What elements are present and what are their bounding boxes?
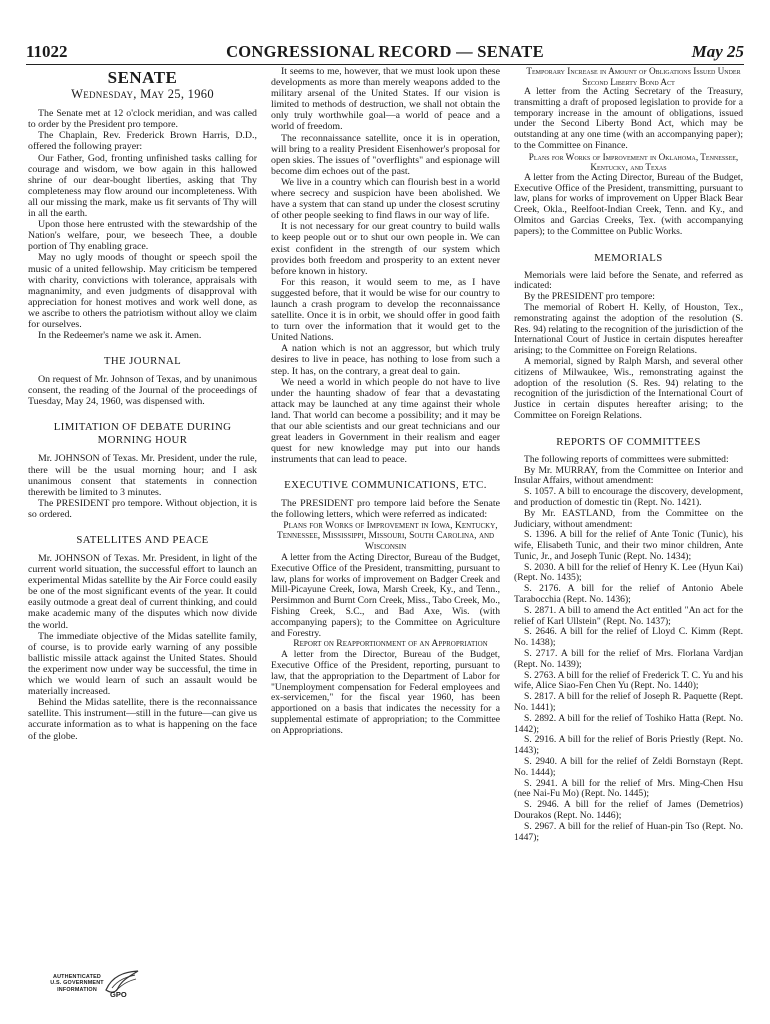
authenticated-text: AUTHENTICATED U.S. GOVERNMENT INFORMATION — [50, 974, 104, 993]
subheading: Temporary Increase in Amount of Obligations Issued Under Second Liberty Bond Act — [526, 66, 741, 87]
paragraph: S. 2817. A bill for the relief of Joseph R. Paquette (Rept. No. 1441); — [514, 691, 743, 714]
section-heading-journal: THE JOURNAL — [103, 355, 182, 368]
column-3 — [514, 66, 743, 843]
section-heading-limitation: LIMITATION OF DEBATE DURING MORNING HOUR — [53, 421, 232, 447]
gpo-label: GPO — [110, 990, 127, 999]
paragraph: The PRESIDENT pro tempore laid before the Senate the following letters, which were referred as indicated: — [271, 498, 500, 521]
paragraph: S. 2967. A bill for the relief of Huan-pin Tso (Rept. No. 1447); — [514, 820, 743, 843]
senate-heading: SENATE — [107, 68, 178, 87]
paragraph: S. 2946. A bill for the relief of James (Demetrios) Dourakos (Rept. No. 1446); — [514, 799, 743, 822]
column-2 — [271, 66, 500, 737]
paragraph: S. 2176. A bill for the relief of Antonio Abele Tarabocchia (Rept. No. 1436); — [514, 583, 743, 606]
paragraph: A letter from the Acting Director, Bureau of the Budget, Executive Office of the President, transmitting, pursuant to law, plans for works of improvement on Badger Creek and Mill-Picayune Creek, Iowa, Marsh Creek, Ky., and Tenn., Persimmon and Burnt Corn Creek, Miss., Tabo Creek, Mo., Fishing Creek, S.C., and Bad Axe, Wis. (with accompanying papers); to the Committee on Agriculture and Forestry. — [271, 551, 500, 639]
publication-title: CONGRESSIONAL RECORD — SENATE — [226, 42, 544, 61]
paragraph: S. 1057. A bill to encourage the discovery, development, and production of domestic tin (Rept. No. 1421). — [514, 486, 743, 508]
paragraph: Mr. JOHNSON of Texas. Mr. President, in light of the current world situation, the successful effort to launch an experimental Midas satellite by the Air Force could easily be one of the most significant events of the year. It could easily outmode a great deal of current thinking, and could make academic many of the disputes which now divide the world. — [28, 553, 257, 631]
page-header — [26, 42, 744, 64]
section-heading-executive: EXECUTIVE COMMUNICATIONS, ETC. — [284, 479, 487, 492]
paragraph: The reconnaissance satellite, once it is in operation, will bring to a reality President Eisenhower's proposal for open skies. The issues of "overflights" and espionage will become dim echoes out of the past. — [271, 132, 500, 177]
paragraph: A letter from the Acting Director, Bureau of the Budget, Executive Office of the President, transmitting, pursuant to law, plans for works of improvement on Upper Black Bear Creek, Okla., Reelfoot-Indian Creek, Tenn. and Ky., and Olmitos and Garcias Creeks, Tex. (with accompanying papers); to the Committee on Public Works. — [514, 171, 743, 237]
paragraph: By the PRESIDENT pro tempore: — [524, 291, 655, 303]
page-number: 11022 — [26, 42, 68, 61]
paragraph: S. 2030. A bill for the relief of Henry K. Lee (Hyun Kai) (Rept. No. 1435); — [514, 561, 743, 584]
paragraph: A nation which is not an aggressor, but which truly desires to live in peace, has nothing to lose from such a step. It has, on the contrary, a great deal to gain. — [271, 343, 500, 377]
paragraph: S. 2916. A bill for the relief of Boris Priestly (Rept. No. 1443); — [514, 734, 743, 757]
paragraph: Memorials were laid before the Senate, and referred as indicated: — [514, 269, 743, 292]
paragraph: We need a world in which people do not have to live under the haunting shadow of fear that a devastating attack may be launched at any time against their whole land. That world can become a possibility; and it may be that our able scientists and our great technicians and our great leaders in Government in their realism and eager quest for new knowledge may put into our hands instruments that can lead to peace. — [271, 376, 500, 466]
paragraph: A memorial, signed by Ralph Marsh, and several other citizens of Milwaukee, Wis., remonstrating against the adoption of the resolution (S. Res. 94) relating to the recognition of the jurisdiction of the International Court of Justice in certain disputes hereafter arising; to the Committee on Foreign Relations. — [514, 355, 743, 421]
paragraph: S. 2763. A bill for the relief of Frederick T. C. Yu and his wife, Alice Siao-Fen Chen Yu (Rept. No. 1440); — [514, 669, 743, 692]
paragraph: Mr. JOHNSON of Texas. Mr. President, under the rule, there will be the usual morning hour; and I ask unanimous consent that statements in connection therewith be limited to 3 minutes. — [28, 453, 257, 498]
paragraph: The following reports of committees were submitted: — [524, 453, 729, 465]
subheading: Plans for Works of Improvement in Iowa, Kentucky, Tennessee, Mississippi, Missouri, South Carolina, and Wisconsin — [276, 519, 498, 553]
paragraph: S. 1396. A bill for the relief of Ante Tonic (Tunic), his wife, Elisabeth Tunic, and their two minor children, Ante Tunic, Jr., and Joseph Tunic (Rept. No. 1434); — [514, 529, 743, 562]
section-heading-memorials: MEMORIALS — [594, 251, 663, 264]
section-heading-satellites: SATELLITES AND PEACE — [76, 534, 209, 546]
column-1 — [28, 66, 257, 742]
paragraph: The memorial of Robert H. Kelly, of Houston, Tex., remonstrating against the adoption of the resolution (S. Res. 94) relating to the recognition of the jurisdiction of the International Court of Justice in certain disputes hereafter arising; to the Committee on Foreign Relations. — [514, 301, 743, 357]
paragraph: Upon those here entrusted with the stewardship of the Nation's welfare, pour, we beseech Thee, a double portion of Thy enabling grace. — [28, 219, 257, 253]
paragraph: We live in a country which can flourish best in a world where secrecy and suspicion have been abolished. We have a system that can stand up under the closest scrutiny of other people seeking to find flaws in our way of life. — [271, 176, 500, 222]
paragraph: S. 2646. A bill for the relief of Lloyd C. Kimm (Rept. No. 1438); — [514, 626, 743, 649]
page-date: May 25 — [691, 42, 744, 61]
paragraph: S. 2892. A bill for the relief of Toshiko Hatta (Rept. No. 1442); — [514, 712, 743, 735]
paragraph: S. 2717. A bill for the relief of Mrs. Florlana Vardjan (Rept. No. 1439); — [514, 648, 743, 670]
paragraph: The immediate objective of the Midas satellite family, of course, is to provide early warning of any possible ballistic missile attack against the United States. Should the experiment now under way be successful, the time in which we would learn of such an assault would be materially increased. — [28, 630, 257, 698]
subheading: Plans for Works of Improvement in Oklahoma, Tennessee, Kentucky, and Texas — [528, 151, 739, 173]
paragraph: On request of Mr. Johnson of Texas, and by unanimous consent, the reading of the Journal of the proceedings of Tuesday, May 24, 1960, was dispensed with. — [28, 374, 257, 408]
paragraph: May no ugly moods of thought or speech spoil the music of a united fellowship. May criticism be tempered with charity, convictions with tolerance, appraisals with magnanimity, and even judgments of disapproval with appreciation for honest motives and work well done, as we ascribe to others the patriotism without alloy we claim for ourselves. — [28, 252, 257, 330]
dateline: Wednesday, May 25, 1960 — [71, 87, 214, 102]
paragraph: A letter from the Acting Secretary of the Treasury, transmitting a draft of proposed legislation to provide for a temporary increase in the amount of obligations, issued under the Second Liberty Bond Act, which may be outstanding at any one time (with an accompanying paper); to the Committee on Finance. — [514, 86, 743, 151]
paragraph: A letter from the Director, Bureau of the Budget, Executive Office of the President, reporting, pursuant to law, that the appropriation to the Department of Labor for "Unemployment compensation for Federal employees and ex-servicemen," for the fiscal year 1960, has been apportioned on a basis that indicates the necessity for a supplemental estimate of appropriation; to the Committee on Appropriations. — [271, 649, 500, 736]
paragraph: S. 2941. A bill for the relief of Mrs. Ming-Chen Hsu (nee Nai-Fu Mo) (Rept. No. 1445); — [514, 777, 743, 800]
paragraph: The PRESIDENT pro tempore. Without objection, it is so ordered. — [28, 497, 257, 520]
paragraph: The Senate met at 12 o'clock meridian, and was called to order by the President pro tempore. — [28, 108, 257, 131]
paragraph: The Chaplain, Rev. Frederick Brown Harris, D.D., offered the following prayer: — [28, 130, 257, 153]
paragraph: In the Redeemer's name we ask it. Amen. — [38, 330, 202, 342]
paragraph: Behind the Midas satellite, there is the reconnaissance satellite. This instrument—still in the future—can give us accurate information as to what is happening on the face of the globe. — [28, 697, 257, 742]
paragraph: By Mr. MURRAY, from the Committee on Interior and Insular Affairs, without amendment: — [514, 464, 743, 487]
paragraph: It seems to me, however, that we must look upon these developments as more than merely weapons added to the military arsenal of the United States. If our vision is limited to methods of destruction, we shall not obtain the only truly worthwhile goal—a world of peace and a world of freedom. — [271, 66, 500, 133]
gpo-authentication-logo — [48, 968, 148, 1014]
paragraph: S. 2871. A bill to amend the Act entitled "An act for the relief of Karl Ullstein" (Rept. No. 1437); — [514, 604, 743, 627]
paragraph: By Mr. EASTLAND, from the Committee on the Judiciary, without amendment: — [514, 507, 743, 530]
paragraph: It is not necessary for our great country to build walls to keep people out or to shut our own people in. We can exist confident in the strength of our system which provides both freedom and prosperity to an extent never before known in history. — [271, 221, 500, 277]
paragraph: For this reason, it would seem to me, as I have suggested before, that it would be wise for our country to launch a crash program to develop the reconnaissance satellite. Once it is in orbit, we should offer in good faith to turn over the information that it would get to the United Nations. — [271, 276, 500, 344]
header-rule — [26, 64, 744, 65]
paragraph: S. 2940. A bill for the relief of Zeldi Bornstayn (Rept. No. 1444); — [514, 756, 743, 778]
section-heading-reports: REPORTS OF COMMITTEES — [556, 435, 701, 448]
paragraph: Our Father, God, fronting unfinished tasks calling for courage and wisdom, we bow again in this hallowed shrine of our dear-bought liberties, asking that Thy completeness may flow around our incompleteness. With all our missing the mark, make us fit servants of Thy will in all the earth. — [28, 152, 257, 220]
subheading: Report on Reapportionment of an Appropriation — [293, 638, 488, 650]
